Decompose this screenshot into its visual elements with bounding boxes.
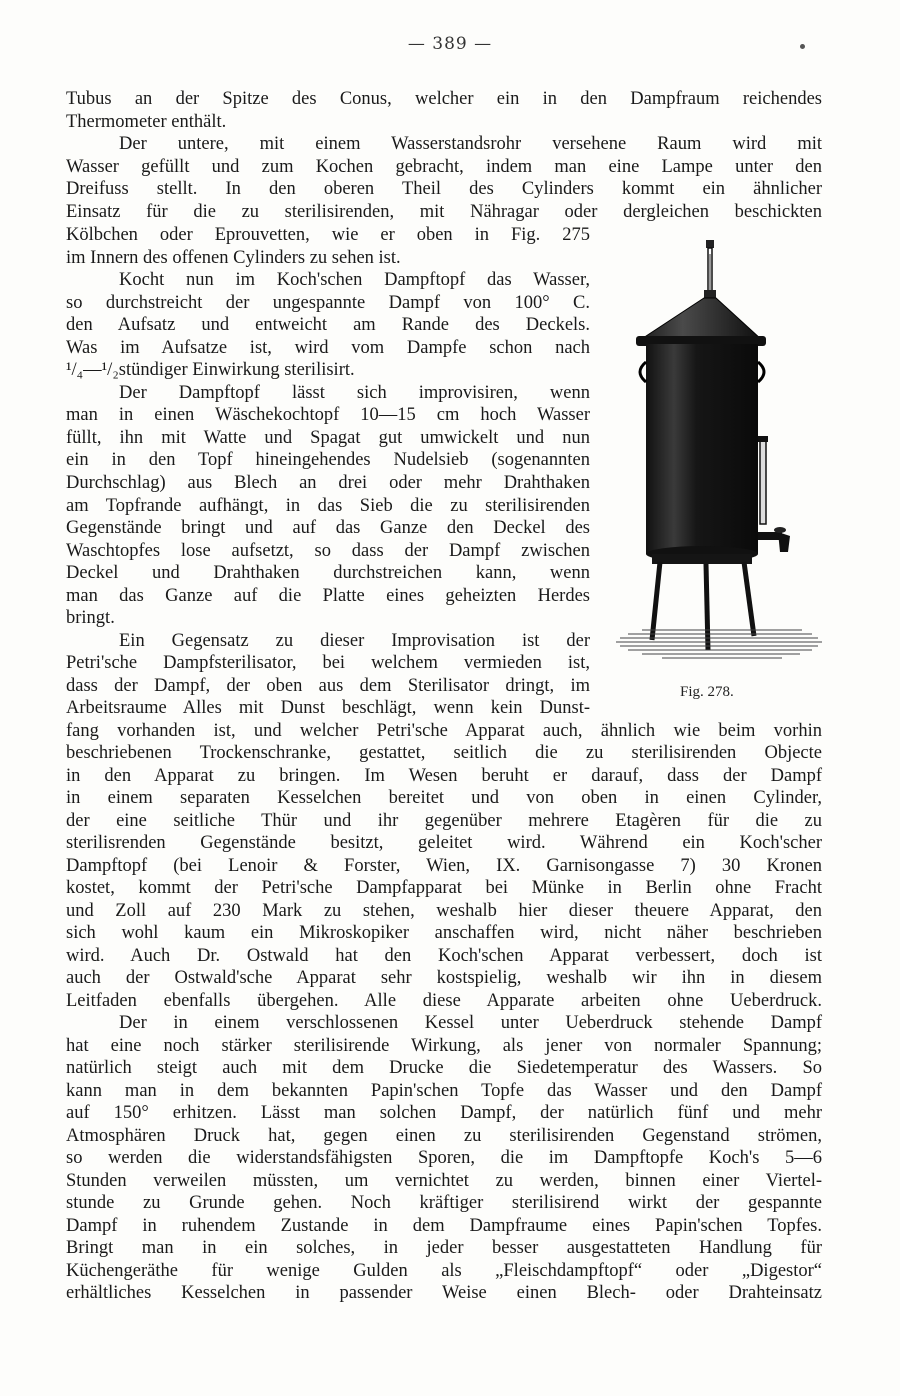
text-line: im Innern des offenen Cylinders zu sehen ist.: [66, 248, 401, 268]
text-line: Einsatz für die zu sterilisirenden, mit Nähragar oder dergleichen beschickten: [66, 202, 822, 222]
text-line: hat eine noch stärker sterilisirende Wirkung, als jener von normaler Spannung;: [66, 1036, 822, 1056]
text-line: natürlich steigt auch mit dem Drucke die Siedetemperatur des Wassers. So: [66, 1058, 822, 1078]
text-line: Ein Gegensatz zu dieser Improvisation ist der: [119, 631, 590, 651]
figure-caption: Fig. 278.: [680, 684, 734, 700]
text-line: Dampftopf (bei Lenoir & Forster, Wien, IX. Garnisongasse 7) 30 Kronen: [66, 856, 822, 876]
ink-speck: [800, 44, 805, 49]
text-line: auch der Ostwald'sche Apparat sehr kostspielig, weshalb wir ihn in diesem: [66, 968, 822, 988]
text-line: sterilisrenden Gegenstände besitzt, geleitet wird. Während ein Koch'scher: [66, 833, 822, 853]
text-line: der eine seitliche Thür und ihr gegenüber mehrere Etagèren für die zu: [66, 811, 822, 831]
text-line: Gegenstände bringt und auf das Ganze den Deckel des: [66, 518, 590, 538]
text-line: den Aufsatz und entweicht am Rande des Deckels.: [66, 315, 590, 335]
page-number: — 389 —: [407, 34, 493, 54]
text-line: sich wohl kaum ein Mikroskopiker anschaffen wird, nicht näher beschrieben: [66, 923, 822, 943]
text-line: so durchstreicht der ungespannte Dampf von 100° C.: [66, 293, 590, 313]
text-line: dass der Dampf, der oben aus dem Sterilisator dringt, im: [66, 676, 590, 696]
text-line: Dampf in ruhendem Zustande in dem Dampfraume eines Papin'schen Topfes.: [66, 1216, 822, 1236]
text-line: Der in einem verschlossenen Kessel unter Ueberdruck stehende Dampf: [119, 1013, 822, 1033]
text-line: Thermometer enthält.: [66, 112, 227, 132]
text-line: und Zoll auf 230 Mark zu stehen, weshalb hier dieser theuere Apparat, den: [66, 901, 822, 921]
text-line: kann man in dem bekannten Papin'schen Topfe das Wasser und den Dampf: [66, 1081, 822, 1101]
text-line: Tubus an der Spitze des Conus, welcher ein in den Dampfraum reichendes: [66, 89, 822, 109]
text-line: ¹/₄—¹/₂stündiger Einwirkung sterilisirt.: [66, 360, 355, 380]
text-line: Waschtopfes lose aufsetzt, so dass der Dampf zwischen: [66, 541, 590, 561]
text-line: beschriebenen Trockenschranke, gestattet, seitlich die zu sterilisirenden Objecte: [66, 743, 822, 763]
text-line: fang vorhanden ist, und welcher Petri'sche Apparat auch, ähnlich wie beim vorhin: [66, 721, 822, 741]
text-line: so werden die widerstandsfähigsten Sporen, die im Dampftopfe Koch's 5—6: [66, 1148, 822, 1168]
text-line: Petri'sche Dampfsterilisator, bei welchem vermieden ist,: [66, 653, 590, 673]
text-line: Atmosphären Druck hat, gegen einen zu sterilisirenden Gegenstand strömen,: [66, 1126, 822, 1146]
text-line: wird. Auch Dr. Ostwald hat den Koch'schen Apparat verbessert, doch ist: [66, 946, 822, 966]
text-line: man das Ganze auf die Platte eines geheizten Herdes: [66, 586, 590, 606]
text-line: Kölbchen oder Eprouvetten, wie er oben in Fig. 275: [66, 225, 590, 245]
text-line: Leitfaden ebenfalls übergehen. Alle diese Apparate arbeiten ohne Ueberdruck.: [66, 991, 822, 1011]
text-line: Der untere, mit einem Wasserstandsrohr versehene Raum wird mit: [119, 134, 822, 154]
text-line: in den Apparat zu bringen. Im Wesen beruht er darauf, dass der Dampf: [66, 766, 822, 786]
text-line: Der Dampftopf lässt sich improvisiren, wenn: [119, 383, 590, 403]
text-line: am Topfrande aufhängt, in das Sieb die zu sterilisirenden: [66, 496, 590, 516]
text-line: auf 150° erhitzen. Lässt man solchen Dampf, der natürlich fünf und mehr: [66, 1103, 822, 1123]
text-line: Küchengeräthe für wenige Gulden als „Fleischdampftopf“ oder „Digestor“: [66, 1261, 822, 1281]
text-line: Wasser gefüllt und zum Kochen gebracht, indem man eine Lampe unter den: [66, 157, 822, 177]
text-line: kostet, kommt der Petri'sche Dampfapparat bei Münke in Berlin ohne Fracht: [66, 878, 822, 898]
text-line: Durchschlag) aus Blech an drei oder mehr Drahthaken: [66, 473, 590, 493]
text-line: ein in den Topf hineingehendes Nudelsieb (sogenannten: [66, 450, 590, 470]
text-line: Bringt man in ein solches, in jeder besser ausgestatteten Handlung für: [66, 1238, 822, 1258]
text-line: man in einen Wäschekochtopf 10—15 cm hoch Wasser: [66, 405, 590, 425]
text-line: bringt.: [66, 608, 115, 628]
text-line: Kocht nun im Koch'schen Dampftopf das Wasser,: [119, 270, 590, 290]
text-line: stunde zu Grunde gehen. Noch kräftiger sterilisirend wirkt der gespannte: [66, 1193, 822, 1213]
text-line: Was im Aufsatze ist, wird vom Dampfe schon nach: [66, 338, 590, 358]
text-line: Arbeitsraume Alles mit Dunst beschlägt, wenn kein Dunst-: [66, 698, 590, 718]
text-line: füllt, ihn mit Watte und Spagat gut umwickelt und nun: [66, 428, 590, 448]
text-line: Dreifuss stellt. In den oberen Theil des Cylinders kommt ein ähnlicher: [66, 179, 822, 199]
steam-sterilizer-illustration: [612, 232, 828, 672]
text-line: Deckel und Drahthaken durchstreichen kann, wenn: [66, 563, 590, 583]
text-line: erhältliches Kesselchen in passender Weise einen Blech- oder Drahteinsatz: [66, 1283, 822, 1303]
text-line: in einem separaten Kesselchen bereitet und von oben in einen Cylinder,: [66, 788, 822, 808]
text-line: Stunden verweilen müssten, um vernichtet zu werden, binnen einer Viertel-: [66, 1171, 822, 1191]
